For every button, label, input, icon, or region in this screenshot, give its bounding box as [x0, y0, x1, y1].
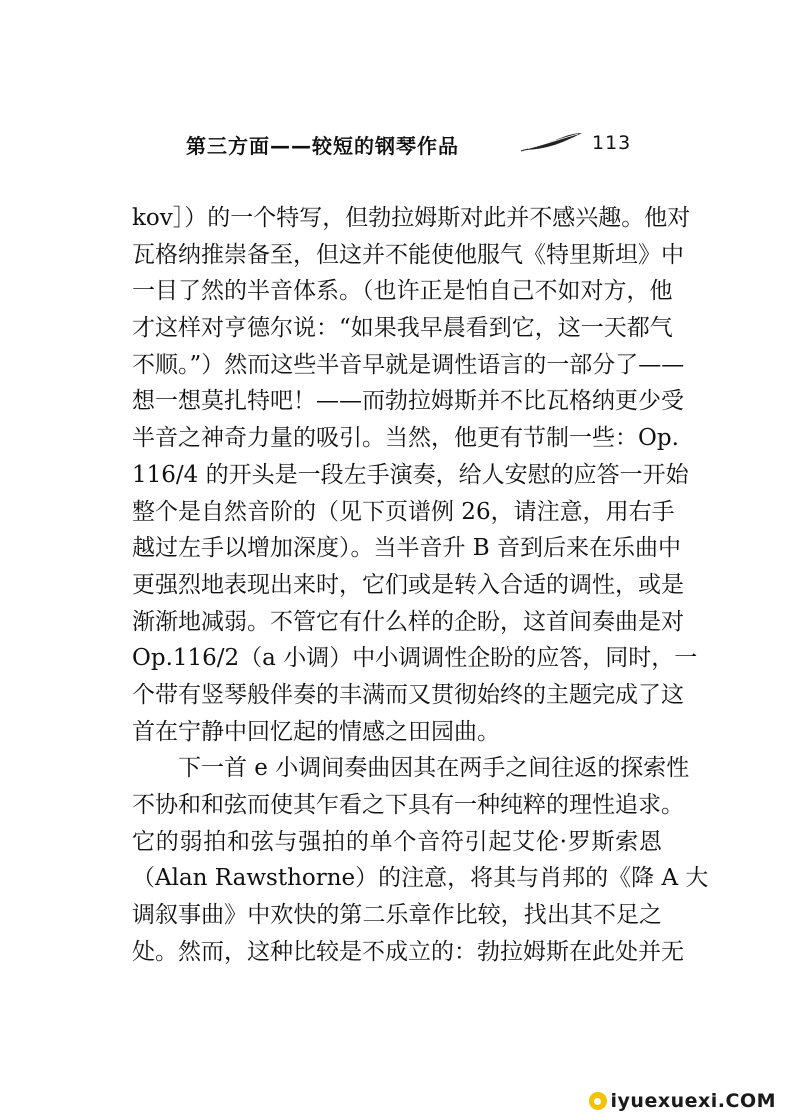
text-line: 下一首 e 小调间奏曲因其在两手之间往返的探索性: [178, 755, 690, 782]
text-line: 半音之神奇力量的吸引。当然，他更有节制一些：Op.: [132, 425, 679, 452]
chapter-title: 第三方面——较短的钢琴作品: [186, 134, 459, 158]
text-line: （Alan Rawsthorne）的注意，将其与肖邦的《降 A 大: [132, 865, 709, 892]
watermark-text: iyuexuexi.COM: [610, 1090, 776, 1112]
text-line: 它的弱拍和弦与强拍的单个音符引起艾伦·罗斯索恩: [132, 828, 662, 855]
text-line: 整个是自然音阶的（见下页谱例 26，请注意，用右手: [132, 498, 675, 525]
running-header: [0, 128, 794, 164]
text-line: 越过左手以增加深度）。当半音升 B 音到后来在乐曲中: [132, 535, 682, 562]
text-line: 瓦格纳推崇备至，但这并不能使他服气《特里斯坦》中: [132, 241, 684, 268]
text-line: 116/4 的开头是一段左手演奏，给人安慰的应答一开始: [132, 461, 689, 488]
page-number: 113: [592, 132, 632, 154]
quill-pen-icon: [520, 132, 584, 154]
text-line: 不协和和弦而使其乍看之下具有一种纯粹的理性追求。: [132, 792, 684, 818]
text-line: 不顺。”）然而这些半音早就是调性语言的一部分了——: [132, 351, 685, 378]
text-line: 才这样对亨德尔说：“如果我早晨看到它，这一天都气: [132, 315, 673, 342]
text-line: 首在宁静中回忆起的情感之田园曲。: [132, 718, 500, 745]
text-line: Op.116/2（a 小调）中小调调性企盼的应答，同时，一: [132, 645, 698, 672]
text-line: 一目了然的半音体系。（也许正是怕自己不如对方，他: [132, 278, 673, 305]
text-line: 个带有竖琴般伴奏的丰满而又贯彻始终的主题完成了这: [132, 681, 684, 708]
text-line: 调叙事曲》中欢快的第二乐章作比较，找出其不足之: [132, 902, 662, 929]
text-line: 想一想莫扎特吧！——而勃拉姆斯并不比瓦格纳更少受: [132, 388, 684, 415]
text-line: 渐渐地减弱。不管它有什么样的企盼，这首间奏曲是对: [132, 608, 684, 635]
site-watermark: [589, 1090, 776, 1112]
watermark-logo-icon: [589, 1092, 607, 1110]
paragraph-2: [132, 750, 709, 970]
body-text: [132, 200, 709, 970]
text-line: 更强烈地表现出来时，它们或是转入合适的调性，或是: [132, 571, 684, 598]
text-line: kov］）的一个特写，但勃拉姆斯对此并不感兴趣。他对: [132, 205, 691, 231]
paragraph-1: [132, 200, 698, 750]
text-line: 处。然而，这种比较是不成立的：勃拉姆斯在此处并无: [132, 938, 684, 965]
